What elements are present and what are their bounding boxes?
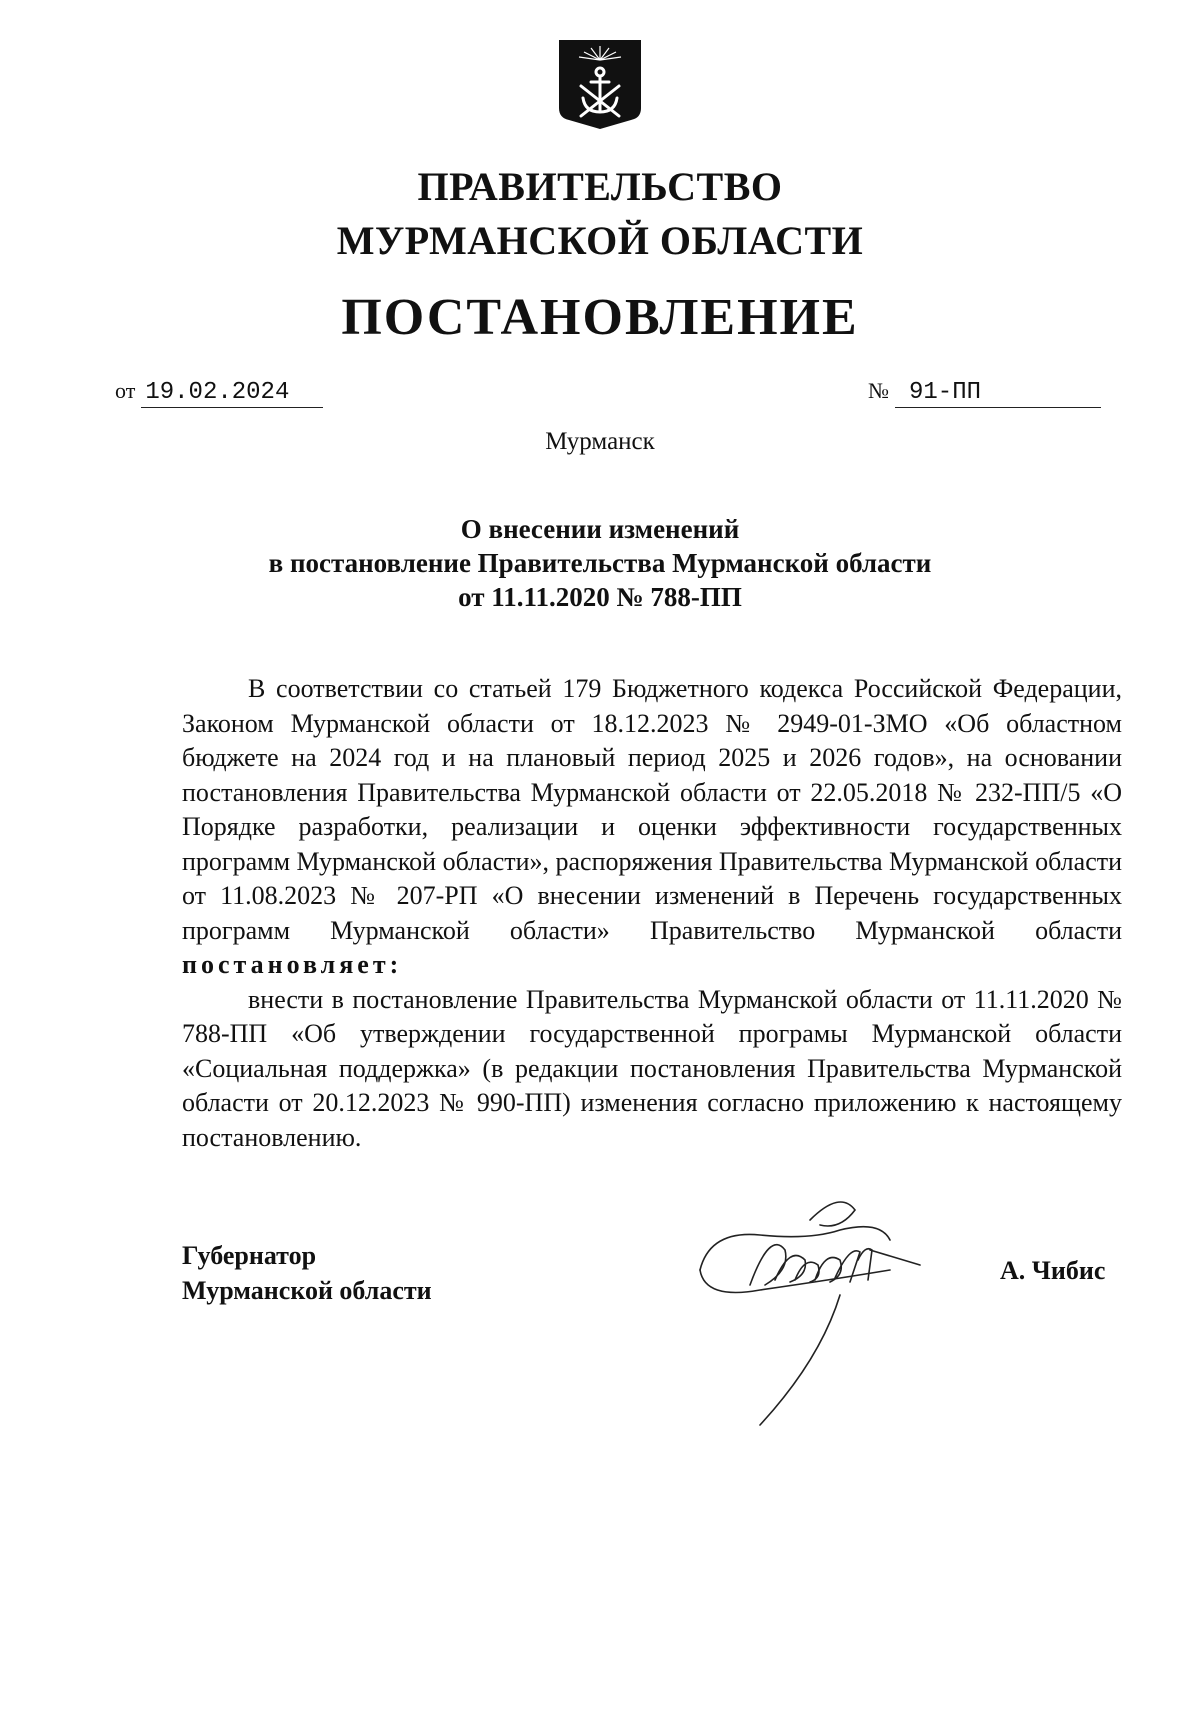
document-type-heading: ПОСТАНОВЛЕНИЕ xyxy=(341,289,859,346)
paragraph-1-text: В соответствии со статьей 179 Бюджетного кодекса Российской Федерации, Законом Мурманской области от 18.12.2023 № 2949-01-ЗМО «Об областном бюджете на 2024 год и на плановый период 2025 и 2026 годов», на основании постановления Правительства Мурманской области от 22.05.2018 № 232-ПП/5 «О Порядке разработки, реализации и оценки эффективности государственных программ Мурманской области», распоряжения Правительства Мурманской области от 11.08.2023 № 207-РП «О внесении изменений в Перечень государственных программ Мурманской области» Правительство Мурманской области xyxy=(182,674,1123,945)
city-name: Мурманск xyxy=(545,428,655,455)
title-line1: О внесении изменений xyxy=(460,514,740,544)
signer-position-line1: Губернатор xyxy=(182,1241,317,1270)
signer-position xyxy=(182,1238,432,1308)
government-name-line1: ПРАВИТЕЛЬСТВО xyxy=(417,164,783,209)
date-prefix: от xyxy=(115,378,136,403)
document-body xyxy=(182,672,1122,1155)
resolves-keyword: постановляет: xyxy=(182,950,403,979)
number-sign: № xyxy=(868,378,889,403)
coat-of-arms-emblem-icon xyxy=(555,36,645,131)
body-paragraph-1 xyxy=(182,672,1122,983)
date-value: 19.02.2024 xyxy=(141,379,323,408)
title-line3: от 11.11.2020 № 788-ПП xyxy=(458,582,742,612)
body-paragraph-2: внести в постановление Правительства Мурманской области от 11.11.2020 № 788-ПП «Об утверждении государственной програмы Мурманской области «Социальная поддержка» (в редакции постановления Правительства Мурманской области от 20.12.2023 № 990-ПП) изменения согласно приложению к настоящему постановлению. xyxy=(182,984,1122,1152)
document-number xyxy=(868,378,1101,408)
number-value: 91-ПП xyxy=(895,379,1101,408)
signer-position-line2: Мурманской области xyxy=(182,1276,432,1305)
document-date xyxy=(115,378,323,408)
signer-name: А. Чибис xyxy=(1000,1256,1106,1285)
document-title xyxy=(0,512,1200,614)
handwritten-signature xyxy=(690,1190,970,1440)
government-name-line2: МУРМАНСКОЙ ОБЛАСТИ xyxy=(336,218,864,263)
title-line2: в постановление Правительства Мурманской области xyxy=(268,548,932,578)
government-header xyxy=(0,160,1200,268)
